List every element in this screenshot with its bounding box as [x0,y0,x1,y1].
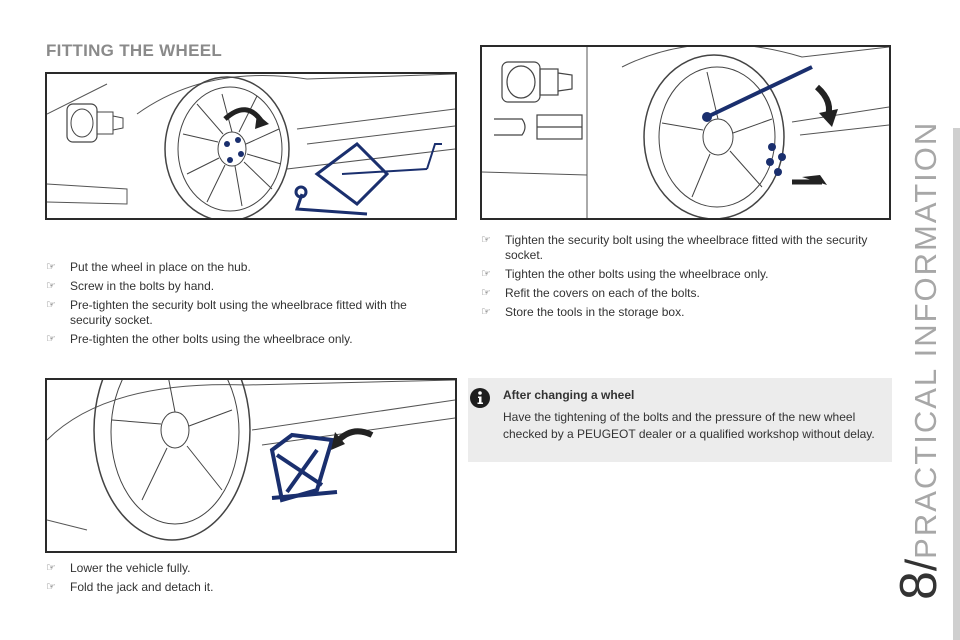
pointing-hand-icon: ☞ [481,234,491,246]
list-item [46,580,446,595]
step-text: Put the wheel in place on the hub. [70,260,251,274]
info-icon [470,388,490,408]
pointing-hand-icon: ☞ [481,306,491,318]
list-item [481,305,881,320]
figure-tighten-bolts [480,45,891,220]
jack-drawing-2 [272,435,337,500]
pointing-hand-icon: ☞ [46,299,56,311]
pointing-hand-icon: ☞ [481,268,491,280]
pointing-hand-icon: ☞ [46,333,56,345]
jack-drawing [296,144,442,214]
steps-fit-wheel [46,260,446,351]
list-item [46,561,446,576]
pointing-hand-icon: ☞ [46,280,56,292]
pointing-hand-icon: ☞ [481,287,491,299]
step-text: Store the tools in the storage box. [505,305,685,319]
pointing-hand-icon: ☞ [46,581,56,593]
step-text: Pre-tighten the other bolts using the wheelbrace only. [70,332,353,346]
pointing-hand-icon: ☞ [46,261,56,273]
wheel-drawing-3 [94,380,250,540]
chapter-title: PRACTICAL INFORMATION [908,120,943,559]
illustration-lower-vehicle [47,380,455,551]
steps-lower-vehicle [46,561,446,599]
list-item [46,298,446,328]
illustration-fit-wheel [47,74,455,218]
list-item [481,286,881,301]
step-text: Pre-tighten the security bolt using the wheelbrace fitted with the security socket. [70,298,407,327]
chapter-sidebar [953,128,960,640]
list-item [46,279,446,294]
chapter-label [889,120,949,600]
step-text: Fold the jack and detach it. [70,580,214,594]
page-title: FITTING THE WHEEL [46,41,223,60]
wheel-drawing-2 [644,55,784,218]
list-item [481,267,881,282]
step-text: Refit the covers on each of the bolts. [505,286,700,300]
socket-drawing [67,104,123,142]
wheel-drawing [165,77,289,218]
list-item [481,233,881,263]
list-item [46,260,446,275]
figure-fit-wheel [45,72,457,220]
steps-tighten-bolts [481,233,881,324]
list-item [46,332,446,347]
step-text: Tighten the security bolt using the wheelbrace fitted with the security socket. [505,233,868,262]
chapter-number: 8 [890,571,948,600]
illustration-tighten-bolts [482,47,889,218]
info-text: Have the tightening of the bolts and the pressure of the new wheel checked by a PEUGEOT dealer or a qualified workshop without delay. [503,410,875,441]
pointing-hand-icon: ☞ [46,562,56,574]
chapter-separator: / [897,558,946,572]
step-text: Tighten the other bolts using the wheelbrace only. [505,267,769,281]
socket-drawing-2 [494,62,582,139]
info-title: After changing a wheel [503,388,635,402]
step-text: Screw in the bolts by hand. [70,279,215,293]
figure-lower-vehicle [45,378,457,553]
step-text: Lower the vehicle fully. [70,561,191,575]
